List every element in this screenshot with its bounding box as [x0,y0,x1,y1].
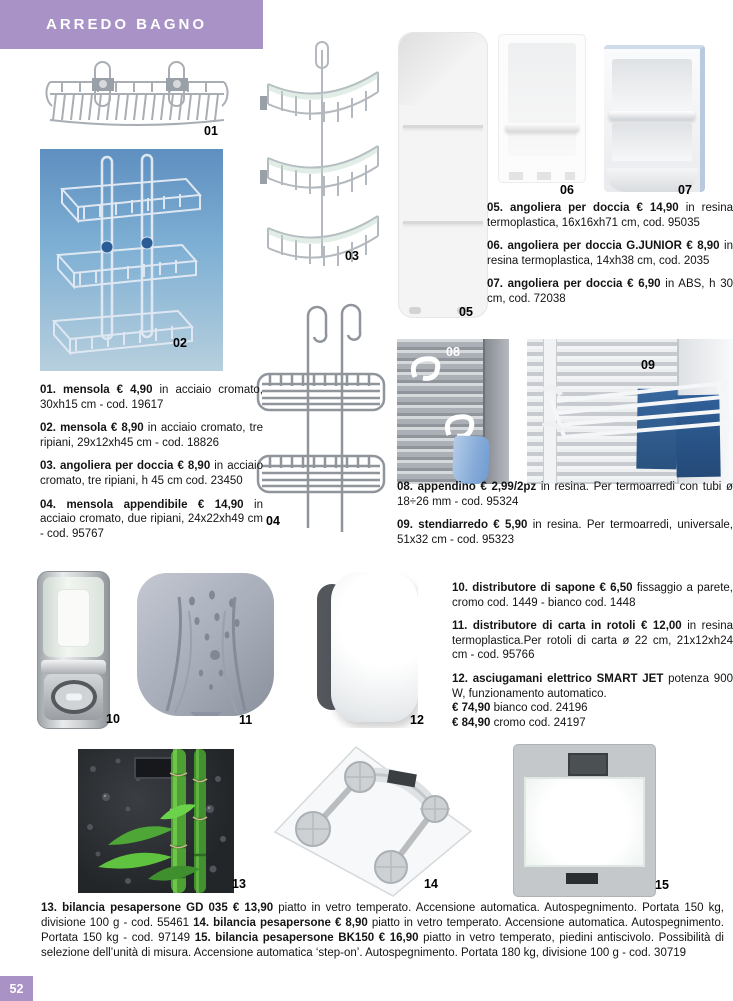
description-text: in resina termoplastica, 14xh38 cm, cod. 2035 [487,240,733,267]
product-image-02-drawing [40,149,223,371]
description-column-radiator [397,480,733,556]
description-bold: 15. bilancia pesapersone BK150 € 16,90 [194,932,419,944]
description-bold: 14. bilancia pesapersone € 8,90 [193,917,368,929]
description-bold: 13. bilancia pesapersone GD 035 € 13,90 [41,902,274,914]
description-text: piatto in vetro temperato. Accensione automatica. Autospegnimento. Portata 150 kg - cod. 97149 [41,917,724,944]
product-badge-11: 11 [239,713,253,727]
shelf-divider [403,221,483,224]
description-text: in acciaio cromato, tre ripiani, h 45 cm cod. 23450 [40,460,263,487]
description-bold: 05. angoliera per doccia € 14,90 [487,202,679,214]
product-description-06 [487,239,733,268]
shelf-cavity [508,43,576,156]
product-image-09-radiator-rack-photo [527,339,733,484]
description-text: in acciaio cromato, due ripiani, 24x22xh49 cm - cod. 95767 [40,498,263,540]
product-image-05-corner-column [398,32,488,318]
description-bold: 07. angoliera per doccia € 6,90 [487,278,661,291]
product-badge-09: 09 [641,358,655,372]
product-description-11 [452,619,733,663]
product-badge-01: 01 [204,124,218,138]
scales-paragraph [41,901,724,961]
product-badge-13: 13 [232,877,246,891]
product-image-15-glass-scale [513,744,656,897]
product-description-05 [487,201,733,230]
product-image-13-bamboo-scale [78,749,234,893]
product-image-11-paper-dispenser [137,573,274,716]
product-image-02-three-tier-shelf-photo [40,149,223,371]
description-bold: 06. angoliera per doccia G.JUNIOR € 8,90 [487,240,720,253]
description-bold: 10. distributore di sapone € 6,50 [452,582,633,594]
description-column-dispensers [452,581,733,739]
product-badge-02: 02 [173,336,187,350]
dryer-shape [317,572,418,728]
description-bold: 04. mensola appendibile € 14,90 [40,498,244,511]
product-description-10 [452,581,733,610]
dispenser-button [51,680,97,714]
towel [452,435,490,484]
description-text: in resina. Per termoarredi con tubi ø 18÷26 mm - cod. 95324 [397,481,733,508]
shelf-divider [403,125,483,128]
description-text: in resina termoplastica.Per rotoli di carta ø 22 cm, 21x12xh24 cm - cod. 95766 [452,620,733,662]
page-header [0,0,263,49]
price-white: € 74,90 [452,702,491,715]
product-image-04-hanging-shelf [250,288,392,536]
product-description-07 [487,277,733,306]
product-description-09 [397,518,733,547]
description-text: piatto in vetro temperato. Accensione automatica. Autospegnimento. Portata 150 kg, divisione 100 g - cod. 55461 [41,902,724,929]
description-text: in resina. Per termoarredi, universale, 51x32 cm - cod. 95323 [397,519,733,546]
scales-paragraph-text [41,901,724,961]
dispenser-slot [66,694,82,701]
page-number: 52 [9,981,24,996]
description-bold: 01. mensola € 4,90 [40,384,153,396]
shelf-cavity [612,123,692,161]
description-bold: 11. distributore di carta in rotoli € 12,00 [452,620,682,633]
price-chrome: € 84,90 [452,716,491,729]
product-image-06-corner-shelf [498,34,586,183]
bamboo-drawing [78,749,234,893]
shelf-tray [609,111,695,120]
product-image-14-glass-scale [268,744,480,897]
description-text: piatto in vetro temperato, piedini antiscivolo. Possibilità di selezione dell’unità di misura. Accensione automatica ‘step-on’. Autospegnimento. Portata 180 kg, divisione 100 g - cod. 30719 [41,932,724,959]
scale-display [568,753,608,776]
product-badge-06: 06 [560,183,574,197]
description-bold: 09. stendiarredo € 5,90 [397,519,528,532]
product-badge-12: 12 [410,713,424,727]
shelf-feet [509,172,575,180]
dryer-body [331,572,418,722]
product-image-08-radiator-hooks-photo [397,339,509,484]
product-badge-07: 07 [678,183,692,197]
description-text: in acciaio cromato, tre ripiani, 29x12xh45 cm - cod. 18826 [40,422,263,449]
description-bold: 03. angoliera per doccia € 8,90 [40,460,211,473]
description-text: in acciaio cromato, 30xh15 cm - cod. 19617 [40,384,263,411]
product-image-10-soap-dispenser [37,571,110,729]
description-text: in resina termoplastica, 16x16xh71 cm, cod. 95035 [487,202,733,229]
shelf-foot [409,307,421,314]
scale-logo [566,873,598,884]
product-badge-05: 05 [459,305,473,319]
product-image-12-hand-dryer [317,572,418,728]
description-bold: 02. mensola € 8,90 [40,422,144,435]
page-number-box [0,976,33,1001]
description-bold: 12. asciugamani elettrico SMART JET [452,672,664,685]
product-badge-15: 15 [655,878,669,892]
product-description-03 [40,459,263,488]
product-description-08 [397,480,733,509]
dispenser-tank [43,577,104,657]
product-image-07-corner-shelf [604,45,705,192]
shelf-shading [399,33,487,105]
dispenser-lever [44,674,103,720]
product-badge-10: 10 [106,712,120,726]
product-badge-03: 03 [345,249,359,263]
page-title: ARREDO BAGNO [46,16,208,33]
dispenser-band [41,660,106,674]
description-column-corner-shelves [487,201,733,316]
description-bold: 08. appendino € 2,99/2pz [397,481,537,493]
description-text: in ABS, h 30 cm, cod. 72038 [487,278,733,305]
product-image-03-corner-shelf [252,36,392,266]
product-badge-08: 08 [446,345,460,359]
product-description-12 [452,672,733,730]
price-chrome-code: cromo cod. 24197 [493,716,586,729]
dispenser-tank-inner [57,589,90,647]
product-description-04 [40,498,263,542]
description-text: potenza 900 W, funzionamento automatico. [452,672,733,700]
product-badge-04: 04 [266,514,280,528]
rack-drawing [527,339,733,484]
product-badge-14: 14 [424,877,438,891]
product-description-01 [40,383,263,412]
description-column-left [40,383,263,550]
product-description-02 [40,421,263,450]
shelf-tray [505,123,579,132]
scale-glass [524,777,645,867]
dispenser-drops-drawing [137,573,274,716]
price-white-code: bianco cod. 24196 [493,702,588,715]
description-text: fissaggio a parete, cromo cod. 1449 - bianco cod. 1448 [452,582,733,609]
shelf-cavity [612,59,692,111]
